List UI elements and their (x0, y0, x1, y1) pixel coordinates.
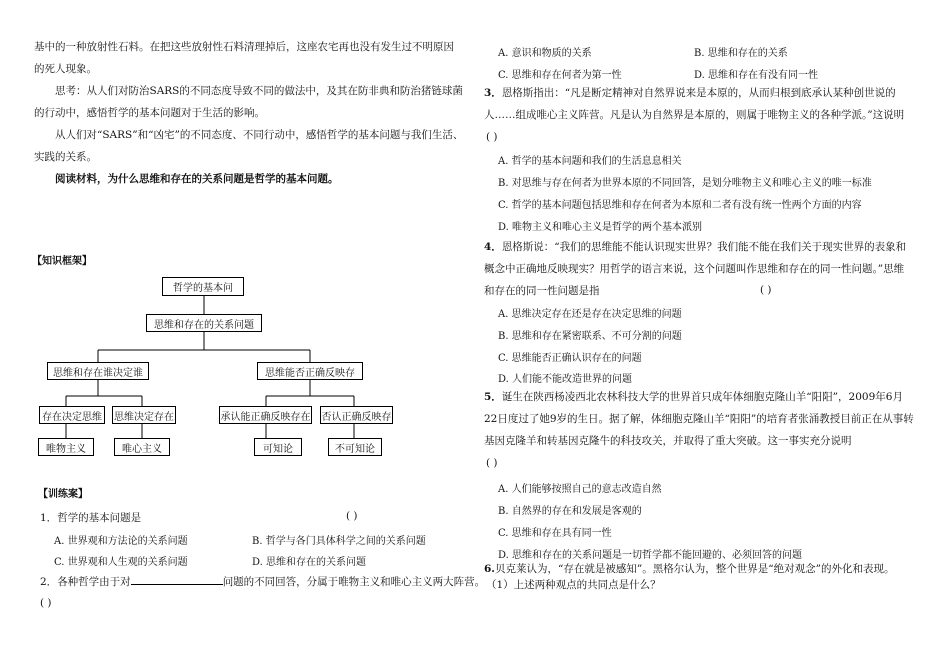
q2-option-d: D. 思维和存在有没有同一性 (694, 70, 819, 81)
framework-branch-a: 思维和存在谁决定谁 (47, 362, 149, 380)
q5-stem: 诞生在陕西杨凌西北农林科技大学的世界首只成年体细胞克隆山羊“阳阳”，2009年6月22日度过了她9岁的生日。据了解，体细胞克隆山羊“阳阳”的培育者张涌教授目前正在从事转基因克隆羊和转基因克隆牛的科技攻关，并取得了重大突破。这一事实充分说明 (484, 391, 914, 447)
q3-option-a: A. 哲学的基本问题和我们的生活息息相关 (498, 156, 682, 167)
question-6 (484, 561, 894, 576)
intro-paragraph: 基中的一种放射性石料。在把这些放射性石料清理掉后，这座农宅再也没有发生过不明原因的死人现象。 (34, 41, 454, 75)
framework-title: 【知识框架】 (32, 256, 92, 267)
q2-answer-paren: ( ) (40, 597, 52, 609)
q3-answer-paren: ( ) (486, 131, 498, 143)
framework-b1-leaf: 可知论 (254, 438, 302, 456)
q4-number: 4． (484, 241, 502, 253)
q2-option-a: A. 意识和物质的关系 (498, 48, 592, 59)
framework-a1: 存在决定思维 (39, 406, 105, 424)
q3-option-d: D. 唯物主义和唯心主义是哲学的两个基本派别 (498, 222, 703, 233)
q5-option-d: D. 思维和存在的关系问题是一切哲学都不能回避的、必须回答的问题 (498, 550, 803, 561)
q3-option-c: C. 哲学的基本问题包括思维和存在何者为本原和二者有没有统一性两个方面的内容 (498, 200, 862, 211)
q4-answer-paren: ( ) (760, 284, 772, 296)
framework-b2-leaf: 不可知论 (328, 438, 382, 456)
knowledge-framework-diagram (34, 0, 464, 480)
q5-answer-paren: ( ) (486, 457, 498, 469)
q4-option-b: B. 思维和存在紧密联系、不可分割的问题 (498, 331, 682, 342)
q6-subquestion-1: （1）上述两种观点的共同点是什么？ (486, 579, 661, 591)
framework-a2-leaf: 唯心主义 (114, 438, 170, 456)
read-task: 阅读材料，为什么思维和存在的关系问题是哲学的基本问题。 (55, 173, 339, 185)
q3-stem: 恩格斯指出：“凡是断定精神对自然界说来是本原的，从而归根到底承认某种创世说的人……组成唯心主义阵营。凡是认为自然界是本原的，则属于唯物主义的各种学派。”这说明 (484, 87, 905, 121)
framework-root: 哲学的基本问 (162, 277, 244, 296)
q4-option-c: C. 思维能否正确认识存在的问题 (498, 353, 642, 364)
q6-stem: 贝克莱认为，“存在就是被感知”。黑格尔认为，整个世界是“绝对观念”的外化和表现。 (494, 563, 895, 575)
q1-number: 1． (40, 512, 58, 524)
q4-option-a: A. 思维决定存在还是存在决定思维的问题 (498, 309, 682, 320)
think-paragraph: 思考：从人们对防治SARS的不同态度导致不同的做法中，及其在防非典和防治猪链球菌的行动中，感悟哲学的基本问题对于生活的影响。 (34, 85, 463, 119)
q6-number: 6. (484, 563, 495, 575)
q5-option-b: B. 自然界的存在和发展是客观的 (498, 506, 642, 517)
framework-b1: 承认能正确反映存在 (219, 406, 312, 424)
q1-option-a: A. 世界观和方法论的关系问题 (54, 536, 188, 547)
q4-stem: 恩格斯说：“我们的思维能不能认识现实世界？我们能不能在我们关于现实世界的表象和概念中正确地反映现实？用哲学的语言来说，这个问题叫作思维和存在的同一性问题。”思维和存在的同一性问题是指 (484, 241, 907, 297)
q4-option-d: D. 人们能不能改造世界的问题 (498, 374, 633, 385)
q3-option-b: B. 对思维与存在何者为世界本原的不同回答，是划分唯物主义和唯心主义的唯一标准 (498, 178, 872, 189)
q3-number: 3． (484, 87, 502, 99)
q1-answer-paren: ( ) (346, 510, 358, 522)
q5-option-c: C. 思维和存在具有同一性 (498, 528, 612, 539)
framework-level1: 思维和存在的关系问题 (146, 314, 262, 332)
q2-option-b: B. 思维和存在的关系 (694, 48, 788, 59)
q2-stem-a: 各种哲学由于对 (57, 576, 131, 588)
q2-stem-b: 问题的不同回答，分属于唯物主义和唯心主义两大阵营。 (222, 576, 486, 588)
q2-option-c: C. 思维和存在何者为第一性 (498, 70, 622, 81)
question-2 (40, 574, 485, 589)
framework-a1-leaf: 唯物主义 (38, 438, 94, 456)
framework-a2: 思维决定存在 (112, 406, 176, 424)
q1-stem: 哲学的基本问题是 (57, 512, 142, 524)
q5-number: 5． (484, 391, 502, 403)
q5-option-a: A. 人们能够按照自己的意志改造自然 (498, 484, 662, 495)
q2-blank (131, 574, 223, 585)
q1-option-c: C. 世界观和人生观的关系问题 (54, 557, 188, 568)
question-1 (40, 510, 141, 525)
training-title: 【训练案】 (38, 489, 88, 500)
framework-branch-b: 思维能否正确反映存 (257, 362, 363, 380)
q1-option-d: D. 思维和存在的关系问题 (252, 557, 367, 568)
framework-b2: 否认正确反映存 (320, 406, 393, 424)
question-4 (484, 236, 914, 302)
q2-number: 2． (40, 576, 58, 588)
from-people-paragraph: 从人们对“SARS”和“凶宅”的不同态度、不同行动中，感悟哲学的基本问题与我们生活、实践的关系。 (34, 129, 464, 163)
question-3 (484, 82, 914, 126)
q1-option-b: B. 哲学与各门具体科学之间的关系问题 (252, 536, 426, 547)
question-5 (484, 386, 914, 452)
